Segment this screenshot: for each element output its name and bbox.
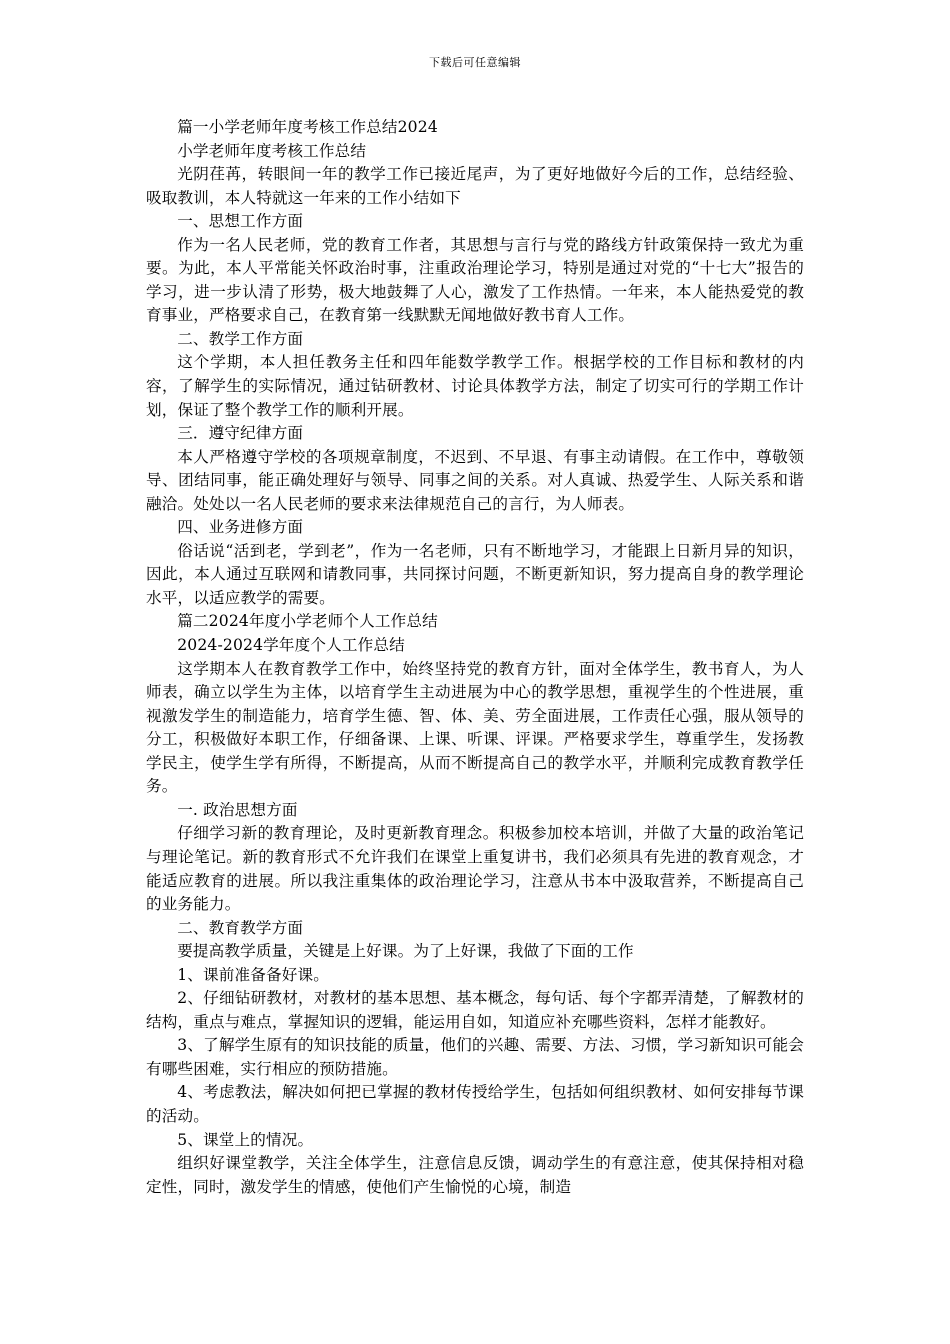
section-heading: 四、业务进修方面 bbox=[177, 518, 304, 537]
list-item: 2、仔细钻研教材，对教材的基本思想、基本概念，每句话、每个字都弄清楚，了解教材的结构，重点与难点，掌握知识的逻辑，能运用自如，知道应补充哪些资料，怎样才能教好。 bbox=[146, 989, 804, 1031]
section-heading: 二、教学工作方面 bbox=[177, 329, 304, 348]
body-paragraph: 这个学期，本人担任教务主任和四年能数学教学工作。根据学校的工作目标和教材的内容，了解学生的实际情况，通过钻研教材、讨论具体教学方法，制定了切实可行的学期工作计划，保证了整个教学工作的顺利开展。 bbox=[146, 353, 804, 419]
body-paragraph: 俗话说“活到老，学到老”，作为一名老师，只有不断地学习，才能跟上日新月异的知识，因此，本人通过互联网和请教同事，共同探讨问题，不断更新知识，努力提高自身的教学理论水平，以适应教学的需要。 bbox=[146, 541, 804, 607]
list-item: 4、考虑教法，解决如何把已掌握的教材传授给学生，包括如何组织教材、如何安排每节课的活动。 bbox=[146, 1083, 804, 1125]
document-title: 小学老师年度考核工作总结 bbox=[177, 141, 367, 160]
section-heading: 一. 政治思想方面 bbox=[177, 800, 298, 819]
page-header: 下载后可任意编辑 bbox=[429, 56, 521, 69]
list-item: 5、课堂上的情况。 bbox=[177, 1130, 314, 1149]
list-item: 1、课前准备备好课。 bbox=[177, 965, 329, 984]
body-paragraph: 光阴荏苒，转眼间一年的教学工作已接近尾声，为了更好地做好今后的工作，总结经验、吸取教训，本人特就这一年来的工作小结如下 bbox=[146, 165, 804, 207]
section-heading: 二、教育教学方面 bbox=[177, 918, 304, 937]
body-paragraph: 仔细学习新的教育理论，及时更新教育理念。积极参加校本培训，并做了大量的政治笔记与理论笔记。新的教育形式不允许我们在课堂上重复讲书，我们必须具有先进的教育观念，才能适应教育的进展。所以我注重集体的政治理论学习，注意从书本中汲取营养，不断提高自己的业务能力。 bbox=[146, 824, 804, 914]
body-paragraph: 本人严格遵守学校的各项规章制度，不迟到、不早退、有事主动请假。在工作中，尊敬领导、团结同事，能正确处理好与领导、同事之间的关系。对人真诚、热爱学生、人际关系和谐融洽。处处以一名人民老师的要求来法律规范自己的言行，为人师表。 bbox=[146, 447, 804, 513]
section-title: 篇一小学老师年度考核工作总结2024 bbox=[177, 118, 438, 136]
document-title: 2024-2024学年度个人工作总结 bbox=[177, 636, 405, 655]
section-title: 篇二2024年度小学老师个人工作总结 bbox=[177, 612, 438, 631]
body-paragraph: 组织好课堂教学，关注全体学生，注意信息反馈，调动学生的有意注意，使其保持相对稳定性，同时，激发学生的情感，使他们产生愉悦的心境，制造 bbox=[146, 1154, 804, 1196]
body-paragraph: 要提高教学质量，关键是上好课。为了上好课，我做了下面的工作 bbox=[177, 942, 634, 961]
body-paragraph: 这学期本人在教育教学工作中，始终坚持党的教育方针，面对全体学生，教书育人，为人师表，确立以学生为主体，以培育学生主动进展为中心的教学思想，重视学生的个性进展，重视激发学生的制造能力，培育学生德、智、体、美、劳全面进展，工作责任心强，服从领导的分工，积极做好本职工作，仔细备课、上课、听课、评课。严格要求学生，尊重学生，发扬教学民主，使学生学有所得，不断提高，从而不断提高自己的教学水平，并顺利完成教育教学任务。 bbox=[146, 659, 804, 796]
list-item: 3、了解学生原有的知识技能的质量，他们的兴趣、需要、方法、习惯，学习新知识可能会有哪些困难，实行相应的预防措施。 bbox=[146, 1036, 804, 1078]
section-heading: 三．遵守纪律方面 bbox=[177, 424, 304, 443]
body-paragraph: 作为一名人民老师，党的教育工作者，其思想与言行与党的路线方针政策保持一致尤为重要。为此，本人平常能关怀政治时事，注重政治理论学习，特别是通过对党的“十七大”报告的学习，进一步认清了形势，极大地鼓舞了人心，激发了工作热情。一年来，本人能热爱党的教育事业，严格要求自己，在教育第一线默默无闻地做好教书育人工作。 bbox=[146, 235, 804, 325]
document-body bbox=[146, 116, 804, 1199]
section-heading: 一、思想工作方面 bbox=[177, 212, 304, 231]
